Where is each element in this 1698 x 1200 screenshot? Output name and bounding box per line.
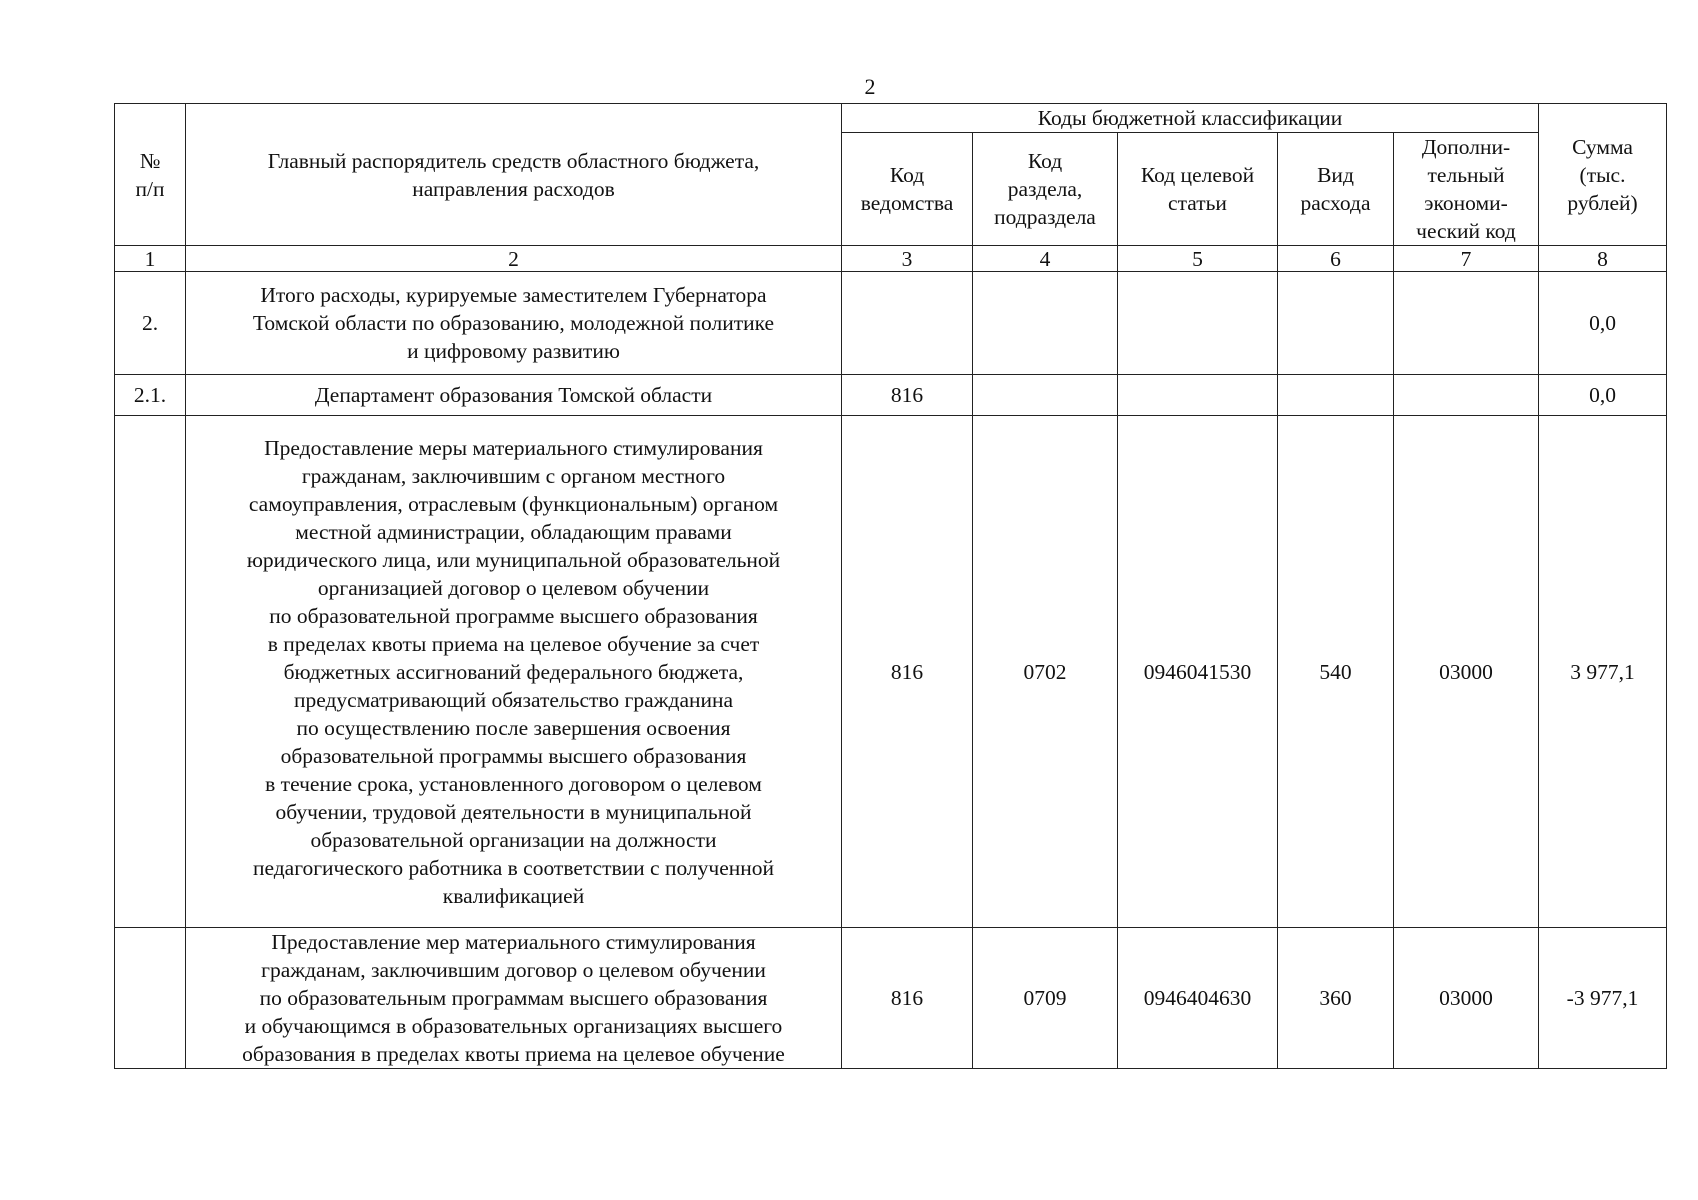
- budget-table: [114, 103, 1667, 1069]
- header-extra-code: Дополни- тельный экономи- ческий код: [1394, 133, 1539, 246]
- row-target-code: [1118, 272, 1278, 375]
- table-row: [115, 416, 1667, 928]
- row-num: 2.: [115, 272, 186, 375]
- row-num: [115, 416, 186, 928]
- row-dept-code: 816: [842, 928, 973, 1069]
- row-description: Предоставление мер материального стимулирования гражданам, заключившим договор о целевом обучении по образовательным программам высшего образования и обучающимся в образовательных организациях высшего образования в пределах квоты приема на целевое обучение: [186, 928, 842, 1069]
- row-extra-code: [1394, 272, 1539, 375]
- column-number: 8: [1539, 246, 1667, 272]
- table-row: [115, 928, 1667, 1069]
- header-target-code: Код целевой статьи: [1118, 133, 1278, 246]
- row-extra-code: [1394, 375, 1539, 416]
- header-codes-group: Коды бюджетной классификации: [842, 104, 1539, 133]
- row-section-code: [973, 272, 1118, 375]
- column-number: 1: [115, 246, 186, 272]
- header-section-code: Код раздела, подраздела: [973, 133, 1118, 246]
- row-num: 2.1.: [115, 375, 186, 416]
- row-amount: 3 977,1: [1539, 416, 1667, 928]
- row-extra-code: 03000: [1394, 928, 1539, 1069]
- row-target-code: 0946041530: [1118, 416, 1278, 928]
- row-dept-code: [842, 272, 973, 375]
- row-num: [115, 928, 186, 1069]
- row-description: Департамент образования Томской области: [186, 375, 842, 416]
- column-number: 3: [842, 246, 973, 272]
- row-amount: -3 977,1: [1539, 928, 1667, 1069]
- row-expense-type: 360: [1278, 928, 1394, 1069]
- row-dept-code: 816: [842, 375, 973, 416]
- row-target-code: [1118, 375, 1278, 416]
- column-number: 6: [1278, 246, 1394, 272]
- row-expense-type: 540: [1278, 416, 1394, 928]
- row-description: Итого расходы, курируемые заместителем Губернатора Томской области по образованию, молодежной политике и цифровому развитию: [186, 272, 842, 375]
- row-section-code: 0702: [973, 416, 1118, 928]
- header-expense-type: Вид расхода: [1278, 133, 1394, 246]
- row-dept-code: 816: [842, 416, 973, 928]
- row-amount: 0,0: [1539, 375, 1667, 416]
- column-number-row: [115, 246, 1667, 272]
- row-extra-code: 03000: [1394, 416, 1539, 928]
- page-number: 2: [864, 74, 876, 99]
- table-row: [115, 272, 1667, 375]
- header-row-top: [115, 104, 1667, 133]
- row-expense-type: [1278, 375, 1394, 416]
- row-section-code: [973, 375, 1118, 416]
- header-dept-code: Код ведомства: [842, 133, 973, 246]
- header-amount: Сумма (тыс. рублей): [1539, 104, 1667, 246]
- header-main: Главный распорядитель средств областного бюджета, направления расходов: [186, 104, 842, 246]
- table-row: [115, 375, 1667, 416]
- column-number: 4: [973, 246, 1118, 272]
- row-target-code: 0946404630: [1118, 928, 1278, 1069]
- row-amount: 0,0: [1539, 272, 1667, 375]
- column-number: 7: [1394, 246, 1539, 272]
- row-description: Предоставление меры материального стимулирования гражданам, заключившим с органом местного самоуправления, отраслевым (функциональным) органом местной администрации, обладающим правами юридического лица, или муниципальной образовательной организацией договор о целевом обучении по образовательной программе высшего образования в пределах квоты приема на целевое обучение за счет бюджетных ассигнований федерального бюджета, предусматривающий обязательство гражданина по осуществлению после завершения освоения образовательной программы высшего образования в течение срока, установленного договором о целевом обучении, трудовой деятельности в муниципальной образовательной организации на должности педагогического работника в соответствии с полученной квалификацией: [186, 416, 842, 928]
- header-num: № п/п: [115, 104, 186, 246]
- row-expense-type: [1278, 272, 1394, 375]
- row-section-code: 0709: [973, 928, 1118, 1069]
- column-number: 2: [186, 246, 842, 272]
- column-number: 5: [1118, 246, 1278, 272]
